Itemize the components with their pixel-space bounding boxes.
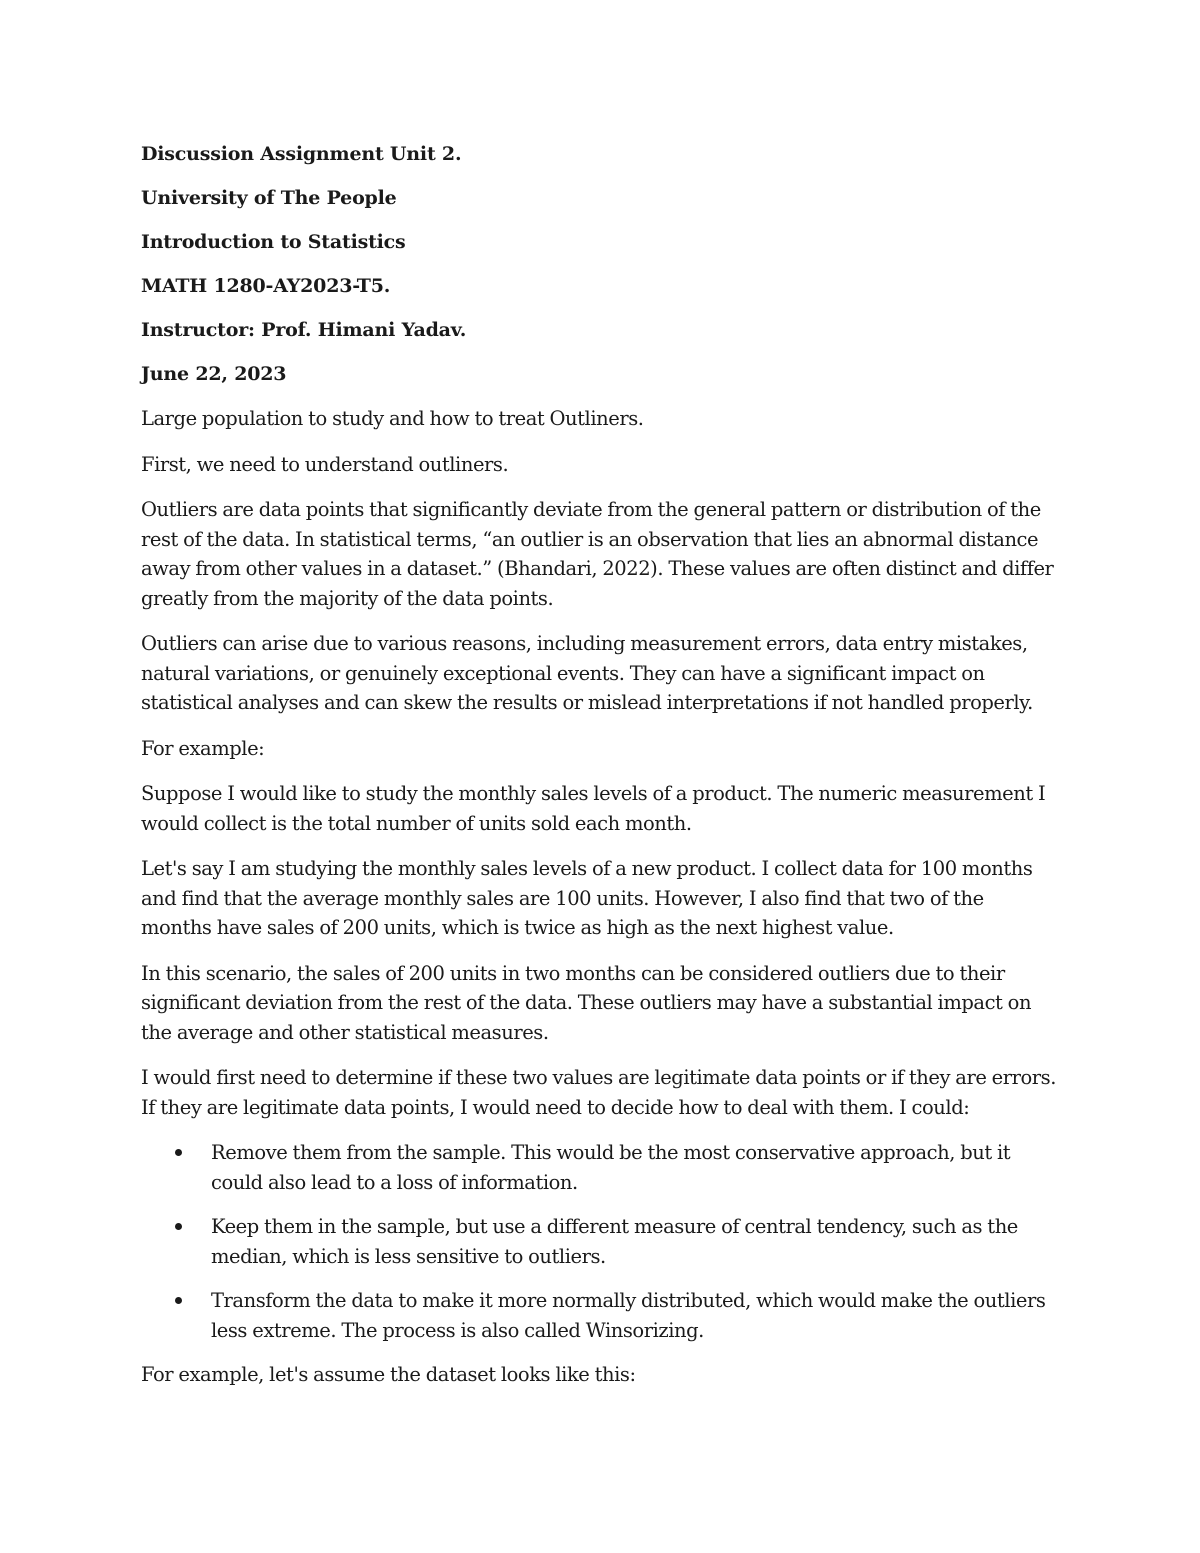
text-line: Outliers can arise due to various reasons, including measurement errors, data entry mistakes,	[141, 632, 1028, 655]
intro-paragraph	[141, 450, 1071, 480]
bullet-icon	[175, 1297, 182, 1304]
outlier-paragraph	[141, 959, 1071, 1048]
causes-paragraph	[141, 629, 1071, 718]
list-item	[141, 1138, 1071, 1197]
text-line: months have sales of 200 units, which is twice as high as the next highest value.	[141, 916, 894, 939]
options-list	[141, 1138, 1071, 1345]
topic-paragraph	[141, 404, 1071, 434]
course-code: MATH 1280-AY2023-T5.	[141, 275, 391, 297]
definition-paragraph	[141, 495, 1071, 613]
text-line: Large population to study and how to treat Outliners.	[141, 407, 644, 430]
text-line: less extreme. The process is also called Winsorizing.	[211, 1318, 704, 1342]
text-line: Let's say I am studying the monthly sales levels of a new product. I collect data for 100 months	[141, 857, 1033, 880]
text-line: the average and other statistical measures.	[141, 1020, 549, 1044]
text-line: would collect is the total number of units sold each month.	[141, 811, 692, 835]
example-label-paragraph	[141, 734, 1071, 764]
assignment-title: Discussion Assignment Unit 2.	[141, 143, 462, 165]
dataset-intro-paragraph	[141, 1360, 1071, 1390]
text-line: In this scenario, the sales of 200 units in two months can be considered outliers due to their	[141, 961, 1005, 985]
instructor-name: Instructor: Prof. Himani Yadav.	[141, 319, 467, 341]
data-paragraph	[141, 854, 1071, 943]
text-line: away from other values in a dataset.” (Bhandari, 2022). These values are often distinct and differ	[141, 557, 1054, 580]
scenario-paragraph	[141, 779, 1071, 838]
text-line: could also lead to a loss of information.	[211, 1170, 578, 1194]
text-line: Outliers are data points that significantly deviate from the general pattern or distribution of the	[141, 498, 1041, 521]
assignment-date: June 22, 2023	[141, 363, 287, 385]
document-content	[141, 140, 1071, 1406]
text-line: natural variations, or genuinely exceptional events. They can have a significant impact on	[141, 661, 985, 685]
list-item	[141, 1212, 1071, 1271]
bullet-icon	[175, 1223, 182, 1230]
course-name: Introduction to Statistics	[141, 231, 406, 253]
text-line: I would first need to determine if these two values are legitimate data points or if they are errors.	[141, 1066, 1056, 1089]
decision-paragraph	[141, 1063, 1071, 1122]
bullet-icon	[175, 1149, 182, 1156]
text-line: Transform the data to make it more normally distributed, which would make the outliers	[211, 1289, 1046, 1312]
text-line: If they are legitimate data points, I would need to decide how to deal with them. I could:	[141, 1095, 970, 1119]
text-line: First, we need to understand outliners.	[141, 452, 509, 476]
text-line: statistical analyses and can skew the results or mislead interpretations if not handled properly.	[141, 691, 1033, 714]
text-line: significant deviation from the rest of the data. These outliers may have a substantial impact on	[141, 991, 1032, 1014]
text-line: median, which is less sensitive to outliers.	[211, 1244, 606, 1268]
text-line: greatly from the majority of the data points.	[141, 586, 554, 610]
text-line: rest of the data. In statistical terms, “an outlier is an observation that lies an abnormal distance	[141, 527, 1039, 551]
text-line: Keep them in the sample, but use a different measure of central tendency, such as the	[211, 1215, 1018, 1238]
university-name: University of The People	[141, 187, 397, 209]
text-line: For example:	[141, 736, 265, 760]
text-line: Suppose I would like to study the monthly sales levels of a product. The numeric measurement I	[141, 782, 1046, 805]
text-line: and find that the average monthly sales are 100 units. However, I also find that two of the	[141, 886, 984, 910]
text-line: Remove them from the sample. This would be the most conservative approach, but it	[211, 1141, 1011, 1164]
text-line: For example, let's assume the dataset looks like this:	[141, 1363, 636, 1386]
list-item	[141, 1286, 1071, 1345]
